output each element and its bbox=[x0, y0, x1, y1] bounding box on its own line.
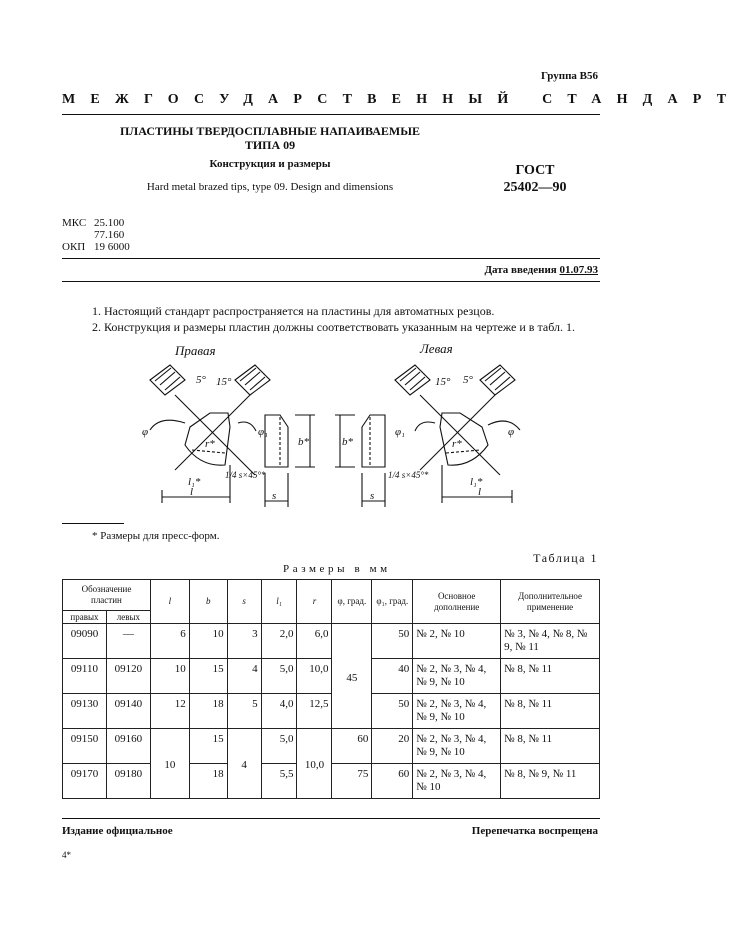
left-side-view bbox=[362, 415, 385, 467]
footer-divider bbox=[62, 818, 600, 819]
left-angle-5-label: 5° bbox=[463, 374, 473, 386]
document-title bbox=[110, 124, 430, 152]
document-title-line1: ПЛАСТИНЫ ТВЕРДОСПЛАВНЫЕ НАПАИВАЕМЫЕ bbox=[119, 124, 421, 138]
paragraph-1: 1. Настоящий стандарт распространяется на пластины для автоматных резцов. bbox=[92, 304, 495, 318]
header-main-add: Основное дополнение bbox=[413, 580, 501, 624]
header-phi: φ, град. bbox=[332, 580, 372, 624]
header-extra-add: Дополнительное применение bbox=[501, 580, 600, 624]
footnote: * Размеры для пресс-форм. bbox=[92, 530, 220, 542]
header-r: r bbox=[297, 580, 332, 624]
gost-number: 25402—90 bbox=[503, 180, 567, 195]
header-divider bbox=[62, 114, 600, 115]
subtitle-en: Hard metal brazed tips, type 09. Design and dimensions bbox=[146, 181, 394, 193]
date-label: Дата введения bbox=[484, 264, 557, 276]
code-row: 77.160 bbox=[94, 229, 125, 241]
table-row: 09090 — 6 10 3 2,0 6,0 45 50 № 2, № 10 № 3, № 4, № 8, № 9, № 11 bbox=[63, 624, 600, 659]
angle-15-label: 15° bbox=[216, 376, 232, 388]
header-phi1: φ₁, град. bbox=[372, 580, 413, 624]
header-b: b bbox=[189, 580, 227, 624]
header-s: s bbox=[227, 580, 261, 624]
introduction-date bbox=[484, 264, 598, 276]
angle-5-label: 5° bbox=[196, 374, 206, 386]
s-merged-cell: 4 bbox=[227, 729, 261, 799]
left-l-label: l bbox=[478, 486, 482, 498]
document-title-line2: ТИПА 09 bbox=[244, 138, 296, 152]
table-label: Таблица 1 bbox=[533, 551, 598, 565]
tip-drawing bbox=[130, 335, 600, 515]
page-mark: 4* bbox=[62, 850, 71, 860]
right-s-label: s bbox=[272, 490, 277, 502]
table-row: 09110 09120 10 15 4 5,0 10,0 40 № 2, № 3, № 4, № 9, № 10 № 8, № 11 bbox=[63, 659, 600, 694]
right-side-view bbox=[265, 415, 288, 467]
l-merged-cell: 10 bbox=[150, 729, 189, 799]
right-b-label: b* bbox=[298, 436, 309, 448]
date-value: 01.07.93 bbox=[559, 264, 598, 276]
right-phi-label: φ bbox=[142, 426, 149, 438]
left-section-right bbox=[480, 365, 515, 395]
gost-designation bbox=[480, 162, 590, 196]
right-l1-label: l₁* bbox=[188, 476, 201, 488]
classification-codes bbox=[62, 217, 130, 253]
code-row: МКС 25.100 bbox=[62, 217, 125, 229]
left-b-label: b* bbox=[342, 436, 353, 448]
code-row: ОКП 19 6000 bbox=[62, 241, 130, 253]
left-l1-label: l₁* bbox=[470, 476, 483, 488]
right-label: Правая bbox=[175, 343, 216, 358]
dimensions-table bbox=[62, 579, 600, 799]
left-section-left bbox=[395, 365, 430, 395]
reprint-note: Перепечатка воспрещена bbox=[471, 825, 598, 837]
paragraph-2: 2. Конструкция и размеры пластин должны соответствовать указанным на чертеже и в табл. 1. bbox=[92, 320, 575, 334]
dimensions-caption: Размеры в мм bbox=[283, 563, 391, 575]
header-right: правых bbox=[63, 611, 107, 624]
table-row: 09130 09140 12 18 5 4,0 12,5 50 № 2, № 3, № 4, № 9, № 10 № 8, № 11 bbox=[63, 694, 600, 729]
header-l1: l₁ bbox=[261, 580, 297, 624]
header-left: левых bbox=[106, 611, 150, 624]
phi-merged-cell: 45 bbox=[332, 624, 372, 729]
left-phi-label: φ bbox=[508, 426, 515, 438]
right-section-left bbox=[150, 365, 185, 395]
right-section-right bbox=[235, 365, 270, 395]
left-s-label: s bbox=[370, 490, 375, 502]
gost-label: ГОСТ bbox=[515, 163, 555, 178]
right-l-label: l bbox=[190, 486, 194, 498]
right-chamfer-label: 1/4 s×45°* bbox=[225, 470, 266, 480]
right-radius-label: r* bbox=[205, 438, 215, 450]
standard-title: МЕЖГОСУДАРСТВЕННЫЙ СТАНДАРТ bbox=[62, 92, 741, 107]
r-merged-cell: 10,0 bbox=[297, 729, 332, 799]
left-phi1-label: φ₁ bbox=[395, 426, 405, 438]
subtitle-ru: Конструкция и размеры bbox=[209, 158, 331, 170]
left-angle-15-label: 15° bbox=[435, 376, 451, 388]
left-radius-label: r* bbox=[452, 438, 462, 450]
codes-divider bbox=[62, 258, 600, 259]
left-label: Левая bbox=[420, 341, 453, 356]
date-divider bbox=[62, 281, 600, 282]
right-phi1-label: φ₁ bbox=[258, 426, 268, 438]
left-chamfer-label: 1/4 s×45°* bbox=[388, 470, 429, 480]
header-l: l bbox=[150, 580, 189, 624]
footnote-divider bbox=[62, 523, 124, 524]
table-row: 09150 09160 10 15 4 5,0 10,0 60 20 № 2, № 3, № 4, № 9, № 10 № 8, № 11 bbox=[63, 729, 600, 764]
header-designation: Обозначение пластин bbox=[63, 580, 151, 611]
group-code: Группа В56 bbox=[540, 70, 598, 82]
table-row: 09170 09180 18 5,5 75 60 № 2, № 3, № 4, № 10 № 8, № 9, № 11 bbox=[63, 764, 600, 799]
edition-note: Издание официальное bbox=[62, 825, 173, 837]
